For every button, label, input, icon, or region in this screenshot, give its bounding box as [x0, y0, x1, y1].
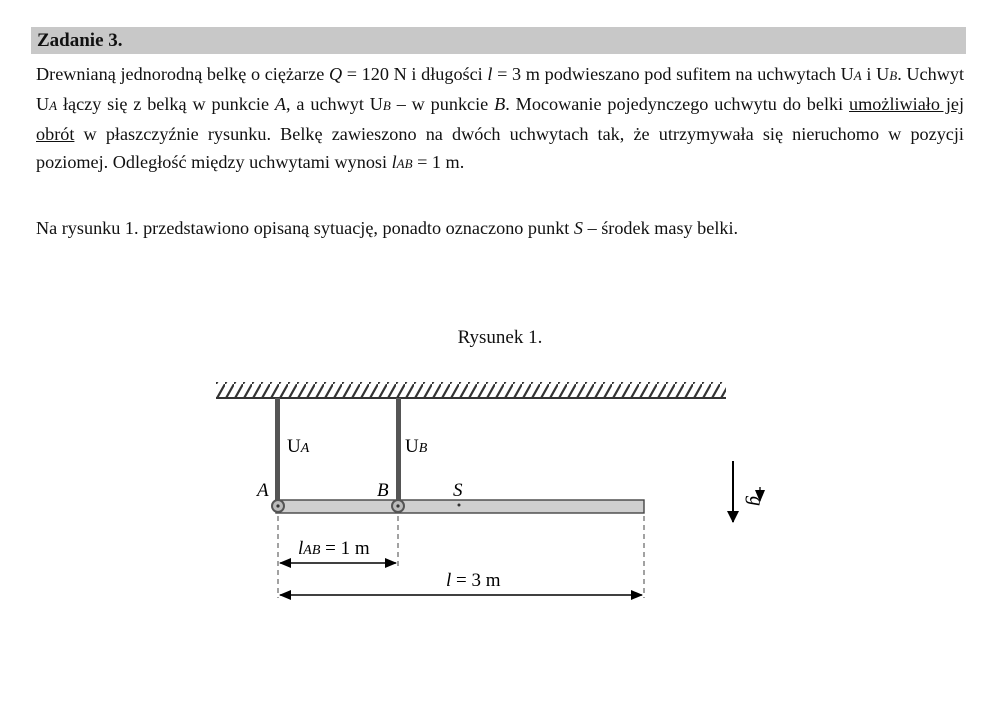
subscript-b: B — [889, 68, 898, 83]
text: . Uchwyt U — [36, 64, 965, 114]
text: Na rysunku 1. przedstawiono opisaną sytuację, ponadto oznaczono punkt — [36, 218, 574, 238]
var-s: S — [573, 218, 584, 238]
text: . Mocowanie pojedynczego uchwytu do belki — [505, 94, 850, 114]
label-s: S — [453, 480, 463, 501]
text: – środek masy belki. — [583, 218, 739, 238]
var-l: l — [487, 64, 493, 84]
center-of-mass-dot — [458, 504, 461, 507]
underlined-phrase: umożliwiało jej obrót — [36, 94, 964, 144]
task-title: Zadanie 3. — [37, 30, 123, 51]
subscript-a: A — [49, 98, 58, 113]
ceiling — [216, 382, 726, 398]
subscript-a: A — [853, 68, 862, 83]
beam — [276, 500, 644, 513]
text: = 1 m. — [412, 152, 465, 172]
dim-label-lab: lAB = 1 m — [298, 538, 370, 559]
label-g: g — [745, 496, 767, 506]
pivot-b-center — [396, 504, 399, 507]
var-l: l — [391, 152, 397, 172]
pivot-a-center — [276, 504, 279, 507]
text: , a uchwyt U — [286, 94, 383, 114]
point-a: A — [274, 94, 287, 114]
text: w płaszczyźnie rysunku. Belkę zawieszono na dwóch uchwytach tak, że utrzymywała się nieruchomo w pozycji poziomej. Odległość między uchwytami wynosi — [36, 124, 964, 172]
subscript-b: B — [382, 98, 391, 113]
label-a: A — [257, 480, 269, 501]
text: = 120 N i długości — [342, 64, 488, 84]
subscript-ab: AB — [396, 156, 413, 171]
text: – w punkcie — [390, 94, 495, 114]
text: łączy się z belką w punkcie — [57, 94, 275, 114]
hanger-ua — [275, 398, 280, 502]
label-b: B — [377, 480, 389, 501]
text: Drewnianą jednorodną belkę o ciężarze — [36, 64, 329, 84]
label-ub: UB — [405, 436, 428, 457]
text: = 3 m podwieszano pod sufitem na uchwytach U — [492, 64, 854, 84]
text: i U — [861, 64, 890, 84]
dim-label-l: l = 3 m — [446, 570, 501, 591]
point-b: B — [494, 94, 506, 114]
var-q: Q — [328, 64, 343, 84]
label-ua: UA — [287, 436, 310, 457]
hanger-ub — [396, 398, 401, 502]
figure-caption: Rysunek 1. — [457, 327, 543, 348]
